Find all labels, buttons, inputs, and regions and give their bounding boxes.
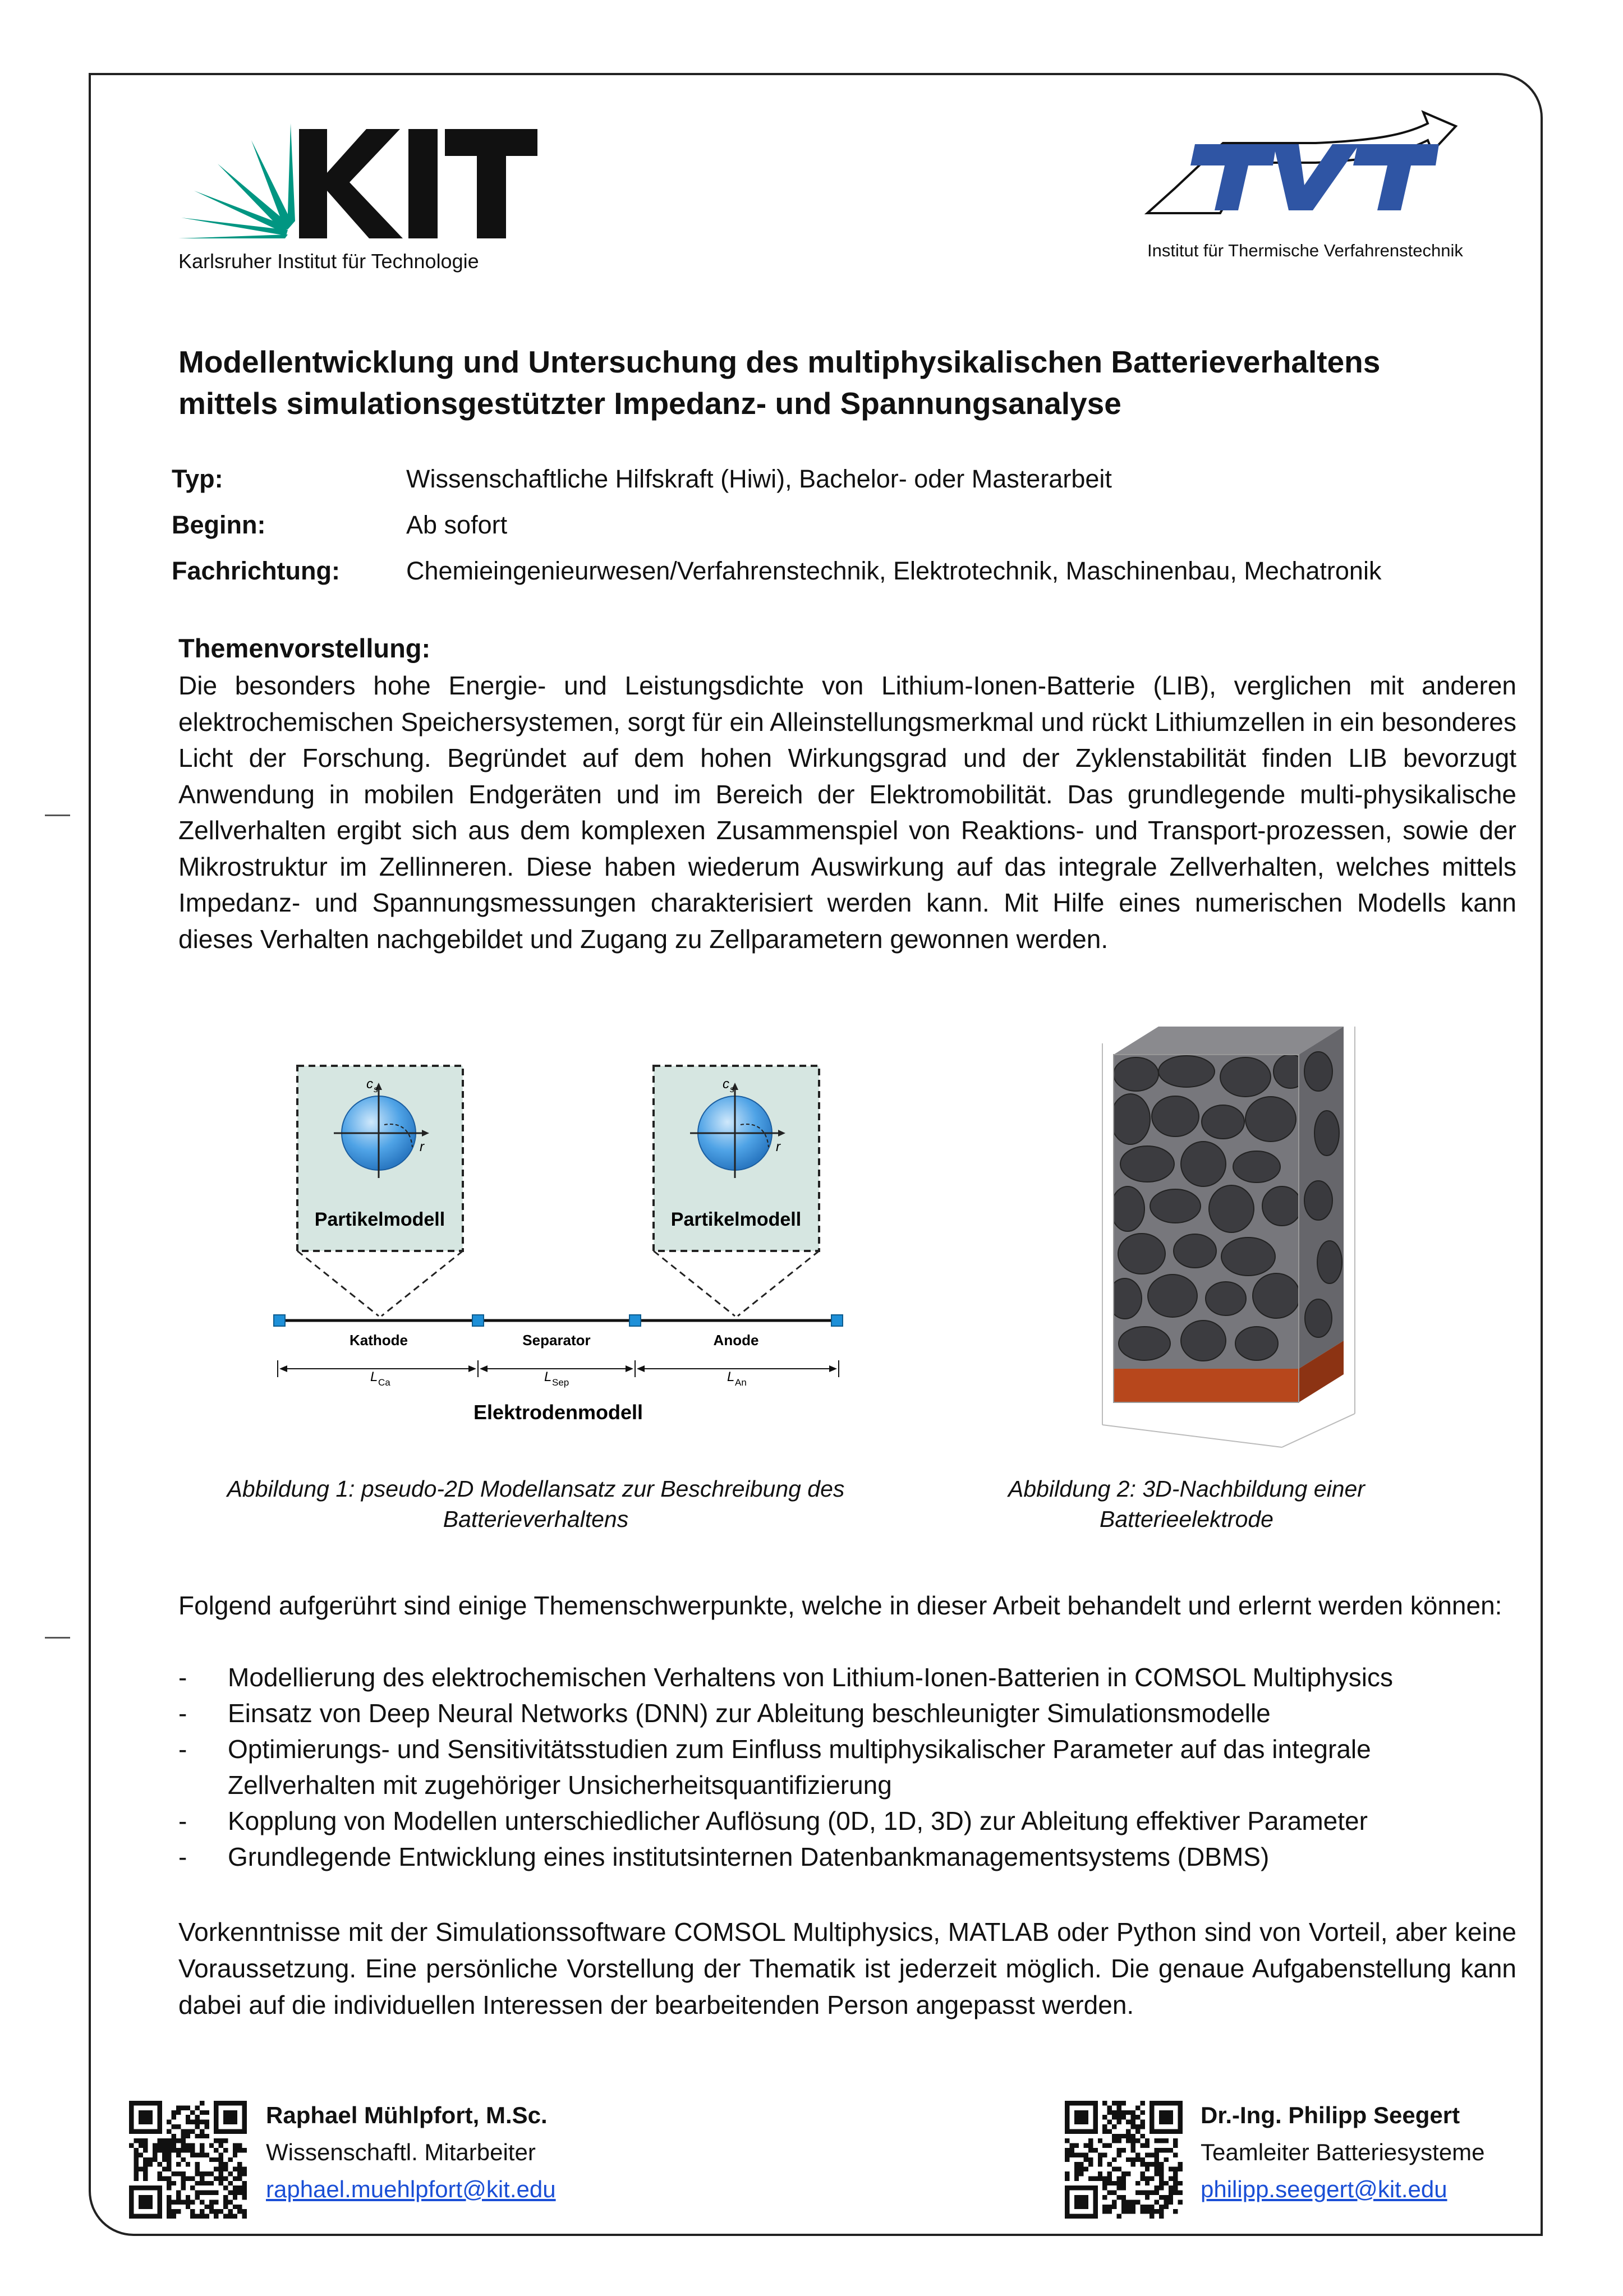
qr-code[interactable] — [129, 2101, 247, 2219]
kit-subtitle: Karlsruher Institut für Technologie — [178, 250, 479, 273]
particle-model-left — [297, 1066, 463, 1316]
electrode-model — [274, 1315, 843, 1424]
qr-code-icon — [1065, 2101, 1183, 2219]
title-line-2: mittels simulationsgestützter Impedanz- und Spannungsanalyse — [178, 386, 1121, 421]
contact-name: Raphael Mühlpfort, M.Sc. — [266, 2102, 548, 2128]
meta-value: Ab sofort — [406, 510, 508, 539]
contact-role: Teamleiter Batteriesysteme — [1201, 2139, 1485, 2165]
qr-code-icon — [129, 2101, 247, 2219]
page-title — [178, 341, 1525, 424]
list-item: - Kopplung von Modellen unterschiedlicher Auflösung (0D, 1D, 3D) zur Ableitung effektiver Parameter — [178, 1806, 1368, 1835]
electrode-3d-render — [1097, 1021, 1360, 1458]
figure-2 — [1097, 1021, 1360, 1458]
length-label: L — [370, 1369, 378, 1384]
segment-label-anode: Anode — [713, 1332, 759, 1349]
meta-key: Typ: — [172, 464, 223, 493]
kit-fan-icon — [178, 123, 537, 280]
contact-email-link[interactable]: philipp.seegert@kit.edu — [1201, 2176, 1447, 2202]
list-intro: Folgend aufgerührt sind einige Themenschwerpunkte, welche in dieser Arbeit behandelt und erlernt werden können: — [178, 1591, 1502, 1620]
meta-key: Beginn: — [172, 510, 266, 539]
cs-sub-label: s — [374, 1085, 378, 1094]
section-heading: Themenvorstellung: — [178, 633, 431, 663]
current-collector — [1114, 1369, 1299, 1402]
length-sub: Ca — [378, 1377, 390, 1388]
particle-model-right — [654, 1066, 819, 1316]
length-label: L — [727, 1369, 735, 1384]
tvt-subtitle: Institut für Thermische Verfahrenstechnik — [1147, 241, 1463, 260]
meta-value: Wissenschaftliche Hilfskraft (Hiwi), Bachelor- oder Masterarbeit — [406, 464, 1112, 493]
r-label: r — [420, 1139, 424, 1154]
node-marker — [629, 1315, 641, 1326]
list-item: - Modellierung des elektrochemischen Verhaltens von Lithium-Ionen-Batterien in COMSOL Multiphysics — [178, 1663, 1393, 1692]
segment-label-kathode: Kathode — [350, 1332, 408, 1349]
cs-label: c — [366, 1076, 373, 1092]
kit-logo — [178, 123, 537, 280]
list-item: - Optimierungs- und Sensitivitätsstudien zum Einfluss multiphysikalischer Parameter auf das integrale Zellverhalten mit zugehöriger Unsicherheitsquantifizierung — [178, 1734, 1371, 1800]
meta-value: Chemieingenieurwesen/Verfahrenstechnik, Elektrotechnik, Maschinenbau, Mechatronik — [406, 556, 1382, 585]
length-sub: An — [735, 1377, 747, 1388]
length-label: L — [544, 1369, 552, 1384]
contact-role: Wissenschaftl. Mitarbeiter — [266, 2139, 536, 2165]
meta-key: Fachrichtung: — [172, 556, 340, 585]
topic-list — [178, 1659, 1516, 1875]
contact-1 — [266, 2097, 556, 2208]
figure-1-caption: Abbildung 1: pseudo-2D Modellansatz zur Beschreibung des Batterieverhaltens — [227, 1476, 845, 1532]
contact-2 — [1201, 2097, 1485, 2208]
cs-sub-label: s — [730, 1085, 734, 1094]
electrode-model-label: Elektrodenmodell — [473, 1401, 643, 1424]
length-sub: Sep — [552, 1377, 569, 1388]
node-marker — [274, 1315, 285, 1326]
node-marker — [472, 1315, 484, 1326]
fold-mark — [45, 1637, 70, 1639]
node-marker — [831, 1315, 843, 1326]
contact-name: Dr.-Ing. Philipp Seegert — [1201, 2102, 1460, 2128]
list-item: - Einsatz von Deep Neural Networks (DNN) zur Ableitung beschleunigter Simulationsmodelle — [178, 1699, 1271, 1728]
figure-1 — [264, 1055, 864, 1447]
outro-paragraph: Vorkenntnisse mit der Simulationssoftware COMSOL Multiphysics, MATLAB oder Python sind von Vorteil, aber keine Voraussetzung. Eine persönliche Vorstellung der Thematik ist jederzeit möglich. Die genaue Aufgabenstellung kann dabei auf die individuellen Interessen der bearbeitenden Person angepasst werden. — [178, 1917, 1516, 2019]
cs-label: c — [723, 1076, 729, 1092]
r-label: r — [776, 1139, 780, 1154]
particle-label: Partikelmodell — [314, 1209, 445, 1230]
tvt-logo — [1136, 109, 1501, 269]
particle-label: Partikelmodell — [670, 1209, 802, 1230]
qr-code[interactable] — [1065, 2101, 1183, 2219]
title-line-1: Modellentwicklung und Untersuchung des multiphysikalischen Batterieverhaltens — [178, 344, 1381, 379]
segment-label-separator: Separator — [522, 1332, 591, 1349]
list-item: - Grundlegende Entwicklung eines institutsinternen Datenbankmanagementsystems (DBMS) — [178, 1842, 1270, 1871]
figure-2-caption: Abbildung 2: 3D-Nachbildung einer Batterieelektrode — [1008, 1476, 1365, 1532]
tvt-wordmark — [1190, 144, 1439, 210]
intro-paragraph: Die besonders hohe Energie- und Leistungsdichte von Lithium-Ionen-Batterie (LIB), verglichen mit anderen elektrochemischen Speichersystemen, sorgt für ein Alleinstellungsmerkmal und rückt Lithiumzellen in ein besonderes Licht der Forschung. Begründet auf dem hohen Wirkungsgrad und der Zyklenstabilität finden LIB bevorzugt Anwendung in mobilen Endgeräten und im Bereich der Elektromobilität. Das grundlegende multi-physikalische Zellverhalten ergibt sich aus dem komplexen Zusammenspiel von Reaktions- und Transport-prozessen, sowie der Mikrostruktur im Zellinneren. Diese haben wiederum Auswirkung auf das integrale Zellverhalten, welches mittels Impedanz- und Spannungsmessungen charakterisiert werden kann. Mit Hilfe eines numerischen Modells kann dieses Verhalten nachgebildet und Zugang zu Zellparametern gewonnen werden. — [178, 671, 1516, 954]
contact-email-link[interactable]: raphael.muehlpfort@kit.edu — [266, 2176, 556, 2202]
p2d-model-diagram — [264, 1055, 864, 1447]
fold-mark — [45, 815, 70, 816]
